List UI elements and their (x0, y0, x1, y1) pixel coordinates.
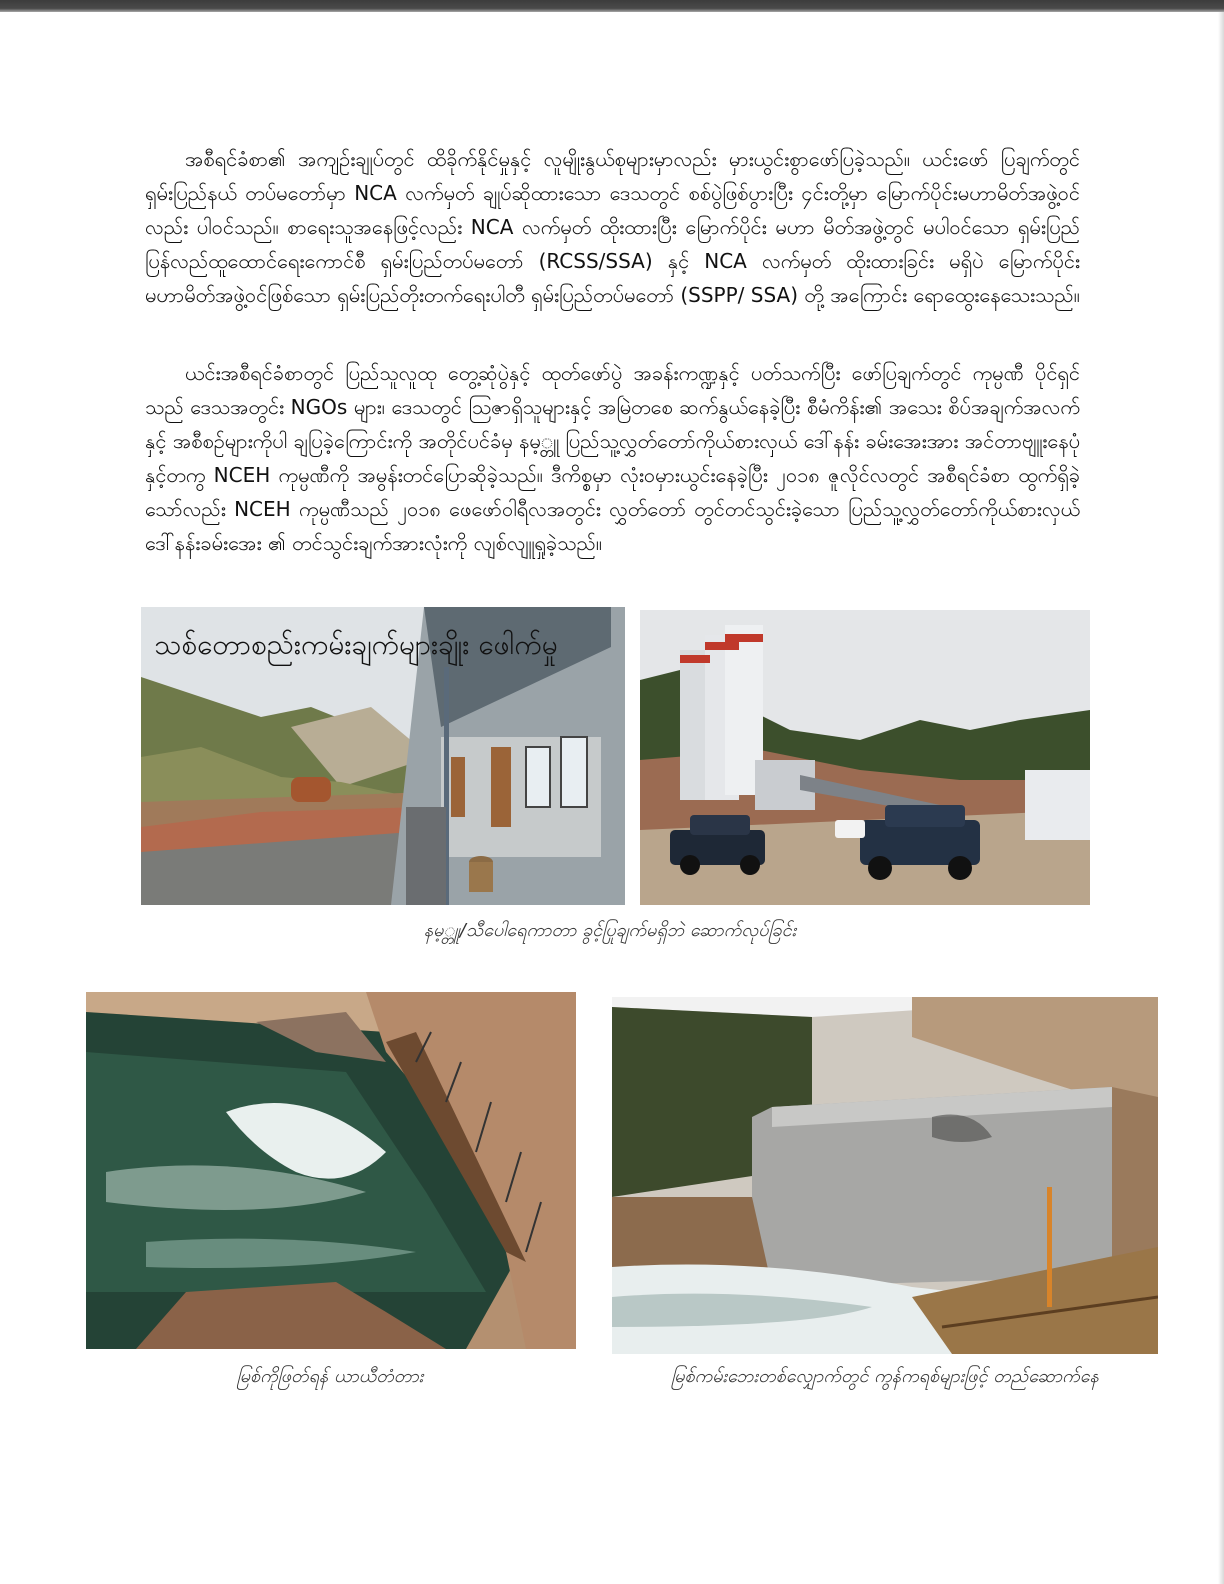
photo-temporary-bridge (86, 992, 576, 1349)
caption-bottom-left: မြစ်ကိုဖြတ်ရန် ယာယီတံတား (236, 1366, 424, 1387)
paragraph-1: အစီရင်ခံစာ၏ အကျဉ်းချုပ်တွင် ထိခိုက်နိုင်မှုနှင့် လူမျိုးနွယ်စုများမှာလည်း မှားယွင်းစွာဖော်ပြခဲ့သည်။ ယင်းဖော် ပြချက်တွင် ရှမ်းပြည်နယ် တပ်မတော်မှာ NCA လက်မှတ် ချုပ်ဆိုထားသော ဒေသတွင် စစ်ပွဲဖြစ်ပွားပြီး ၄င်းတို့မှာ မြောက်ပိုင်းမဟာမိတ်အဖွဲ့ဝင်လည်း ပါဝင်သည်။ စာရေးသူအနေဖြင့်လည်း NCA လက်မှတ် ထိုးထားပြီး မြောက်ပိုင်း မဟာ မိတ်အဖွဲ့တွင် မပါဝင်သော ရှမ်းပြည်ပြန်လည်ထူထောင်ရေးကောင်စီ ရှမ်းပြည်တပ်မတော် (RCSS/SSA) နှင့် NCA လက်မှတ် ထိုးထားခြင်း မရှိပဲ မြောက်ပိုင်းမဟာမိတ်အဖွဲ့ဝင်ဖြစ်သော ရှမ်းပြည်တိုးတက်ရေးပါတီ ရှမ်းပြည်တပ်မတော် (SSPP/ SSA) တို့ အကြောင်း ရောထွေးနေသေးသည်။ (145, 147, 1080, 307)
photo-concrete-riverbank (612, 997, 1158, 1354)
caption-top: နမ့္တူ/သီပေါရေကာတာ ခွင့်ပြုချက်မရှိဘဲ ဆောက်လုပ်ခြင်း (423, 920, 797, 941)
page-edge-shadow (1218, 12, 1224, 1584)
photo-building-corridor (141, 607, 625, 905)
paragraph-2: ယင်းအစီရင်ခံစာတွင် ပြည်သူလူထု တွေ့ဆုံပွဲနှင့် ထုတ်ဖော်ပွဲ အခန်းကဏ္ဍနှင့် ပတ်သက်ပြီး ဖော်ပြချက်တွင် ကုမ္ပဏီ ပိုင်ရှင်သည် ဒေသအတွင်း NGOs များ၊ ဒေသတွင် သြဇာရှိသူများနှင့် အမြဲတစေ ဆက်နွယ်နေခဲ့ပြီး စီမံကိန်း၏ အသေး စိပ်အချက်အလက်နှင့် အစီစဉ်များကိုပါ ချပြခဲ့ကြောင်းကို အတိုင်ပင်ခံမှ နမ့္တူ ပြည်သူ့လွှတ်တော်ကိုယ်စားလှယ် ဒေါ်နန်း ခမ်းအေးအား အင်တာဗျူးနေပုံနှင့်တကွ NCEH ကုမ္ပဏီကို အမွန်းတင်ပြောဆိုခဲ့သည်။ ဒီကိစ္စမှာ လုံးဝမှားယွင်းနေခဲ့ပြီး ၂၀၁၈ ဇူလိုင်လတွင် အစီရင်ခံစာ ထွက်ရှိခဲ့သော်လည်း NCEH ကုမ္ပဏီသည် ၂၀၁၈ ဖေဖော်ဝါရီလအတွင်း လွှတ်တော် တွင်တင်သွင်းခဲ့သော ပြည်သူ့လွှတ်တော်ကိုယ်စားလှယ် ဒေါ်နန်းခမ်းအေး ၏ တင်သွင်းချက်အားလုံးကို လျစ်လျူရှုခဲ့သည်။ (145, 361, 1080, 555)
photo-concrete-plant (640, 610, 1090, 905)
caption-bottom-right: မြစ်ကမ်းဘေးတစ်လျှောက်တွင် ကွန်ကရစ်များဖြင့် တည်ဆောက်နေ (671, 1366, 1099, 1387)
viewer-top-bar (0, 0, 1224, 12)
photo-overlay-title: သစ်တောစည်းကမ်းချက်များချိုး ဖေါက်မှု (154, 628, 558, 661)
